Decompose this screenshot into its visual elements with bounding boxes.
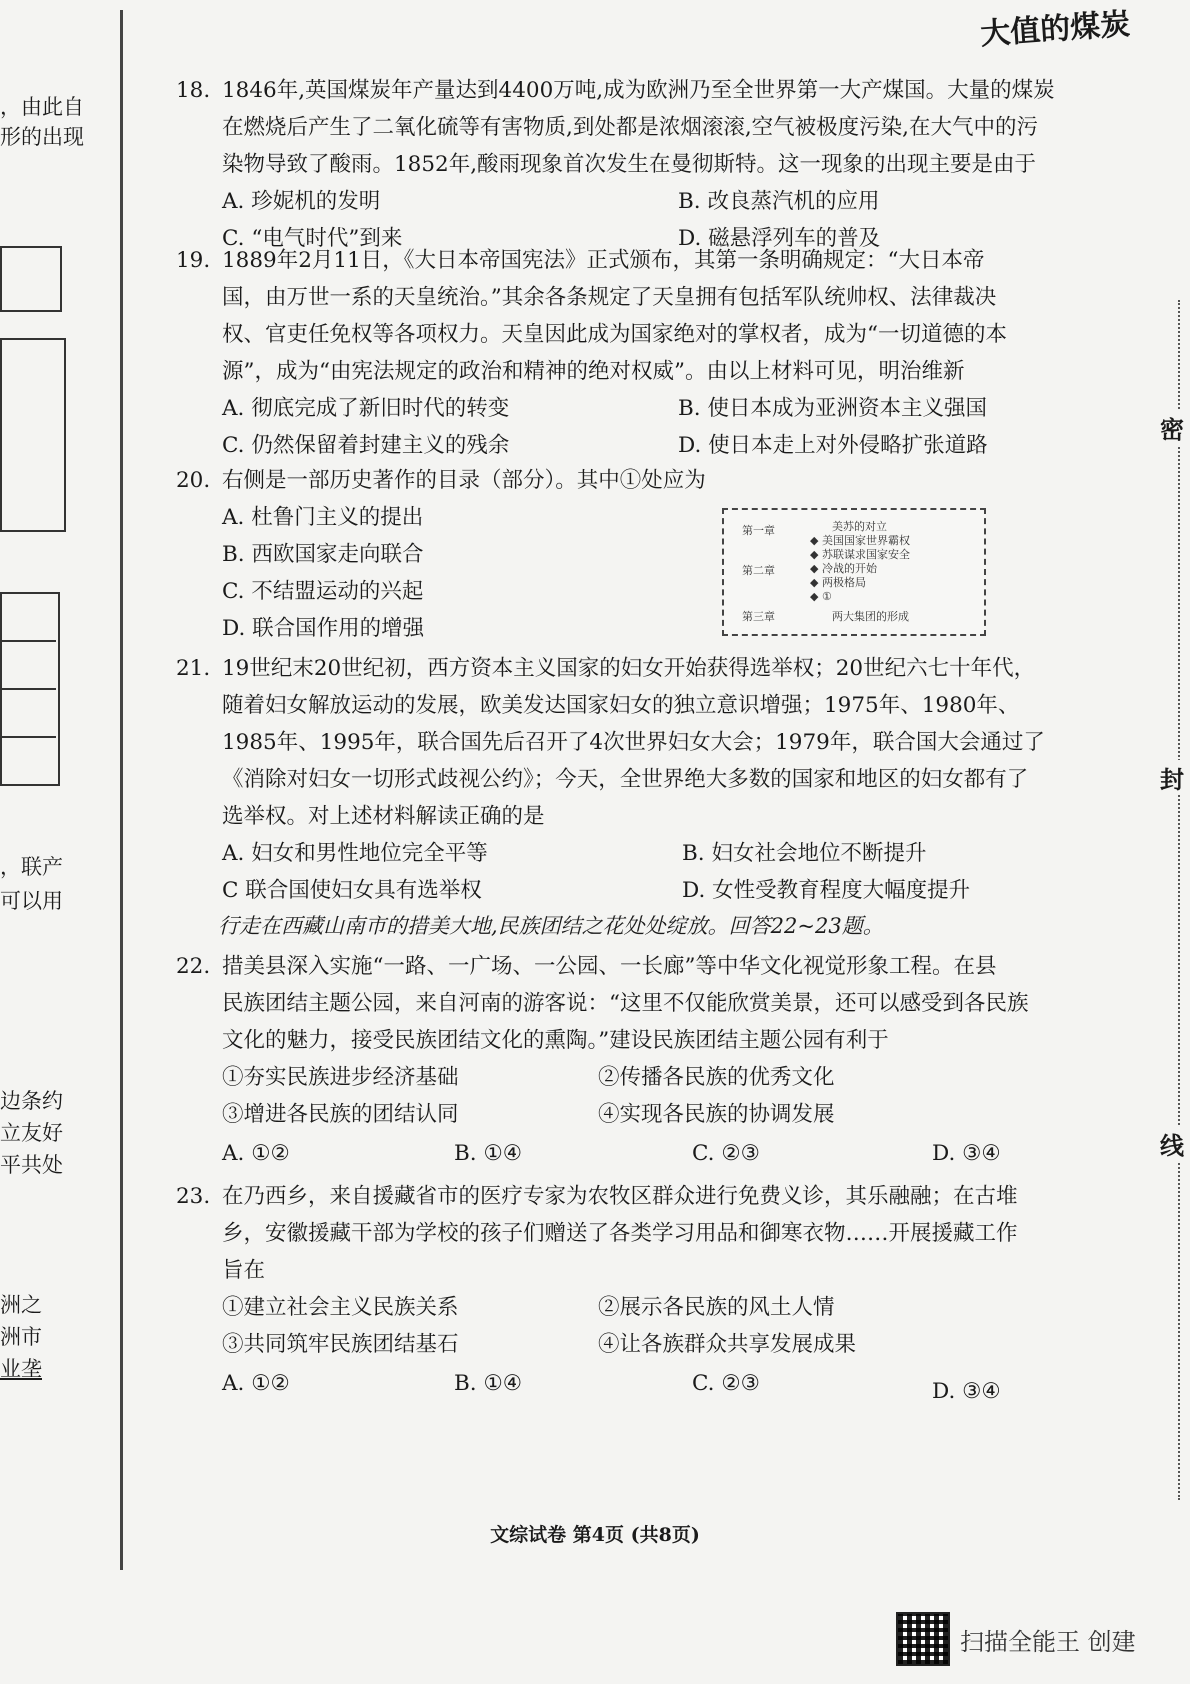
option-c[interactable]: C. ②③ <box>692 1371 760 1396</box>
statements-row <box>222 1059 1116 1096</box>
scanner-watermark <box>896 1612 1136 1666</box>
left-margin-fragment: 洲市 <box>0 1325 42 1349</box>
option-d[interactable]: D. 联合国作用的增强 <box>222 616 425 641</box>
stem-line: 1889年2月11日，《大日本帝国宪法》正式颁布，其第一条明确规定：“大日本帝 <box>222 248 985 273</box>
stem-line: 权、官吏任免权等各项权力。天皇因此成为国家绝对的掌权者，成为“一切道德的本 <box>222 322 1007 347</box>
options-row <box>222 183 1116 220</box>
intro-22-23: 行走在西藏山南市的措美大地,民族团结之花处处绽放。回答22~23题。 <box>218 914 884 938</box>
question-number: 19. <box>176 248 211 273</box>
statement-4: ④让各族群众共享发展成果 <box>598 1332 857 1357</box>
choices-row <box>222 1365 1116 1402</box>
toc-figure <box>722 508 986 636</box>
stem-line: 《消除对妇女一切形式歧视公约》；今天，全世界绝大多数的国家和地区的妇女都有了 <box>222 767 1029 792</box>
options-row <box>222 390 1116 427</box>
stem-line: 染物导致了酸雨。1852年,酸雨现象首次发生在曼彻斯特。这一现象的出现主要是由于 <box>222 152 1037 177</box>
choices-row <box>222 1135 1116 1172</box>
stem-line: 文化的魅力，接受民族团结文化的熏陶。”建设民族团结主题公园有利于 <box>222 1028 889 1053</box>
stem-line: 旨在 <box>222 1258 266 1283</box>
left-margin-fragment: 洲之 <box>0 1293 42 1317</box>
scanner-label: 扫描全能王 创建 <box>960 1627 1136 1656</box>
option-a[interactable]: A. 妇女和男性地位完全平等 <box>222 841 488 866</box>
statement-1: ①夯实民族进步经济基础 <box>222 1065 459 1090</box>
toc-chapter: 第二章 <box>742 564 775 577</box>
statement-3: ③增进各民族的团结认同 <box>222 1102 459 1127</box>
option-b[interactable]: B. ①④ <box>454 1141 523 1166</box>
option-a[interactable]: A. 珍妮机的发明 <box>222 189 381 214</box>
statement-2: ②传播各民族的优秀文化 <box>598 1065 835 1090</box>
option-a[interactable]: A. 彻底完成了新旧时代的转变 <box>222 396 510 421</box>
left-margin-fragment: ，联产 <box>0 855 63 879</box>
question-number: 23. <box>176 1184 211 1209</box>
statement-4: ④实现各民族的协调发展 <box>598 1102 835 1127</box>
statement-1: ①建立社会主义民族关系 <box>222 1295 459 1320</box>
statements-row <box>222 1326 1116 1363</box>
option-b[interactable]: B. ①④ <box>454 1371 523 1396</box>
toc-chapter: 第三章 <box>742 610 775 623</box>
option-a[interactable]: A. ①② <box>222 1371 290 1396</box>
question-18 <box>176 72 1116 257</box>
toc-entry: 两大集团的形成 <box>832 610 909 623</box>
option-d[interactable]: D. 磁悬浮列车的普及 <box>678 226 881 251</box>
toc-chapter: 第一章 <box>742 524 775 537</box>
toc-entry: ◆ 苏联谋求国家安全 <box>810 548 910 561</box>
statement-2: ②展示各民族的风土人情 <box>598 1295 835 1320</box>
option-c[interactable]: C. 仍然保留着封建主义的残余 <box>222 433 510 458</box>
toc-entry: 美苏的对立 <box>832 520 887 533</box>
option-d[interactable]: D. ③④ <box>932 1379 1001 1404</box>
question-stem <box>222 948 1116 1059</box>
option-a[interactable]: A. 杜鲁门主义的提出 <box>222 505 424 530</box>
seal-mark-feng: 封 <box>1160 760 1184 795</box>
left-margin-fragment: ，由此自 <box>0 95 84 119</box>
left-margin-fragment: 形的出现 <box>0 125 84 149</box>
question-number: 20. <box>176 468 211 493</box>
stem-line: 在燃烧后产生了二氧化硫等有害物质,到处都是浓烟滚滚,空气被极度污染,在大气中的污 <box>222 115 1039 140</box>
stem-line: 乡，安徽援藏干部为学校的孩子们赠送了各类学习用品和御寒衣物……开展援藏工作 <box>222 1221 1018 1246</box>
question-number: 22. <box>176 954 211 979</box>
left-figure-box <box>0 338 66 532</box>
statements-row <box>222 1289 1116 1326</box>
options-row <box>222 427 1116 464</box>
stem-line: 右侧是一部历史著作的目录（部分）。其中①处应为 <box>222 468 706 493</box>
stem-line: 19世纪末20世纪初，西方资本主义国家的妇女开始获得选举权；20世纪六七十年代， <box>222 656 1036 681</box>
option-d[interactable]: D. 女性受教育程度大幅度提升 <box>682 878 971 903</box>
question-number: 21. <box>176 656 211 681</box>
left-table-row <box>0 688 56 690</box>
toc-entry: ◆ 冷战的开始 <box>810 562 877 575</box>
seal-mark-xian: 线 <box>1160 1126 1184 1161</box>
left-figure-box <box>0 246 62 312</box>
left-table-row <box>0 736 56 738</box>
toc-entry: ◆ ① <box>810 590 832 603</box>
question-21 <box>176 650 1116 909</box>
statements-row <box>222 1096 1116 1133</box>
option-d[interactable]: D. 使日本走上对外侵略扩张道路 <box>678 433 988 458</box>
qr-code-icon <box>896 1612 950 1666</box>
page-footer: 文综试卷 第4页 (共8页) <box>490 1524 700 1546</box>
stem-line: 选举权。对上述材料解读正确的是 <box>222 804 545 829</box>
question-23 <box>176 1178 1116 1402</box>
question-22 <box>176 948 1116 1172</box>
toc-entry: ◆ 两极格局 <box>810 576 866 589</box>
statement-3: ③共同筑牢民族团结基石 <box>222 1332 459 1357</box>
question-stem <box>222 650 1116 835</box>
option-b[interactable]: B. 西欧国家走向联合 <box>222 542 424 567</box>
question-number: 18. <box>176 78 211 103</box>
left-margin-fragment: 业垄 <box>0 1357 42 1381</box>
question-stem <box>222 1178 1116 1289</box>
seal-dotted-line <box>1178 300 1182 1500</box>
left-margin-fragment: 立友好 <box>0 1121 63 1145</box>
option-c[interactable]: C 联合国使妇女具有选举权 <box>222 878 482 903</box>
left-margin-fragment: 可以用 <box>0 889 63 913</box>
options-row <box>222 872 1116 909</box>
option-b[interactable]: B. 妇女社会地位不断提升 <box>682 841 927 866</box>
left-margin-fragment: 平共处 <box>0 1153 63 1177</box>
header-handwritten-note: 大值的煤炭 <box>979 6 1132 53</box>
left-margin-fragment: 边条约 <box>0 1089 63 1113</box>
option-b[interactable]: B. 使日本成为亚洲资本主义强国 <box>678 396 987 421</box>
stem-line: 1985年、1995年，联合国先后召开了4次世界妇女大会；1979年，联合国大会通过了 <box>222 730 1045 755</box>
stem-line: 随着妇女解放运动的发展，欧美发达国家妇女的独立意识增强；1975年、1980年、 <box>222 693 1020 718</box>
stem-line: 国，由万世一系的天皇统治。”其余各条规定了天皇拥有包括军队统帅权、法律裁决 <box>222 285 997 310</box>
option-c[interactable]: C. 不结盟运动的兴起 <box>222 579 424 604</box>
seal-mark-mi: 密 <box>1160 410 1184 445</box>
option-d[interactable]: D. ③④ <box>932 1141 1001 1166</box>
option-b[interactable]: B. 改良蒸汽机的应用 <box>678 189 880 214</box>
question-stem <box>222 242 1116 390</box>
option-c[interactable]: C. “电气时代”到来 <box>222 226 403 251</box>
stem-line: 措美县深入实施“一路、一广场、一公园、一长廊”等中华文化视觉形象工程。在县 <box>222 954 997 979</box>
option-c[interactable]: C. ②③ <box>692 1141 760 1166</box>
question-stem <box>222 72 1116 183</box>
question-19 <box>176 242 1116 464</box>
left-table-row <box>0 640 56 642</box>
toc-entry: ◆ 美国国家世界霸权 <box>810 534 910 547</box>
options-row <box>222 835 1116 872</box>
stem-line: 1846年,英国煤炭年产量达到4400万吨,成为欧洲乃至全世界第一大产煤国。大量的煤炭 <box>222 78 1055 103</box>
stem-line: 在乃西乡，来自援藏省市的医疗专家为农牧区群众进行免费义诊，其乐融融；在古堆 <box>222 1184 1018 1209</box>
binding-line <box>120 10 123 1570</box>
option-a[interactable]: A. ①② <box>222 1141 290 1166</box>
stem-line: 源”，成为“由宪法规定的政治和精神的绝对权威”。由以上材料可见，明治维新 <box>222 359 965 384</box>
stem-line: 民族团结主题公园，来自河南的游客说：“这里不仅能欣赏美景，还可以感受到各民族 <box>222 991 1029 1016</box>
